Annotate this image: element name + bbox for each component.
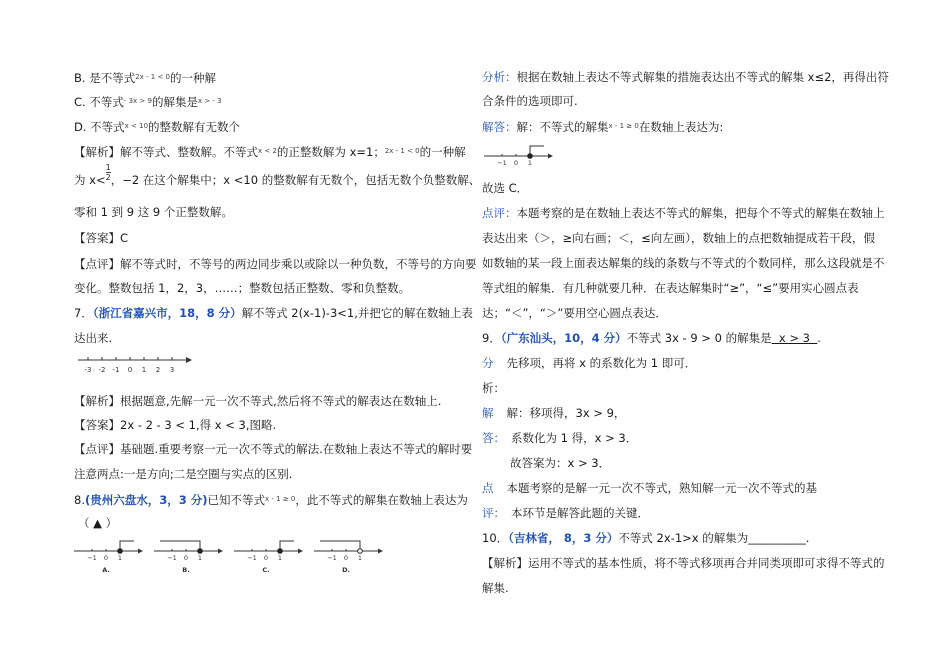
open-dot bbox=[358, 549, 363, 554]
axis-tick-label: −1 bbox=[87, 554, 97, 562]
fraction-one-half: $\frac{1}{2}$ bbox=[105, 163, 111, 182]
closed-dot bbox=[528, 154, 533, 159]
q9-dianping: 点 本题考察的是解一元一次不等式，熟知解一元一次不等式的基 bbox=[482, 481, 817, 495]
q9-fenxi-tag2: 析： bbox=[482, 381, 505, 395]
option-label: B. bbox=[182, 566, 190, 574]
q7-analysis: 【解析】根据题意,先解一元一次不等式,然后将不等式的解表达在数轴上. bbox=[74, 394, 442, 408]
q6-answer: 【答案】C bbox=[74, 231, 129, 245]
axis-arrow bbox=[218, 549, 223, 554]
q6-comment-line2: 变化。整数包括 1，2，3，……；整数包括正整数、零和负整数。 bbox=[74, 281, 411, 295]
q6-analysis-line1: 【解析】解不等式、整数解。不等式$^{x < 2}$的正整数解为 x=1；$^{2x - 1 < 0}$的一种解 bbox=[74, 145, 466, 159]
solution-bracket bbox=[160, 541, 200, 551]
q9-dianping-line2: 评： 本环节是解答此题的关键． bbox=[482, 506, 649, 520]
q9-fenxi: 分 先移项，再将 x 的系数化为 1 即可． bbox=[482, 356, 697, 370]
axis-arrow bbox=[138, 549, 143, 554]
q8-comment-line2: 表达出来（＞，≥向右画；＜，≤向左画），数轴上的点把数轴提成若干段，假 bbox=[482, 231, 876, 245]
option-c: C. 不等式$^{- 3x > 9}$的解集是$^{x > - 3}$ bbox=[74, 95, 222, 109]
option-d: D. 不等式$^{x < 10}$的整数解有无数个 bbox=[74, 120, 241, 134]
q7-number-line bbox=[78, 354, 193, 376]
closed-dot bbox=[278, 549, 283, 554]
q9-question: 9．（广东汕头，10，4 分）不等式 3x - 9 > 0 的解集是 x > 3 . bbox=[482, 331, 821, 345]
option-label: A. bbox=[102, 566, 110, 574]
axis-tick-label: 0 bbox=[103, 554, 109, 562]
axis-tick-label: 0 bbox=[513, 159, 519, 167]
axis-tick-label: 0 bbox=[343, 554, 349, 562]
q8-jieda: 解答：解：不等式的解集$^{x - 1 \ge 0}$在数轴上表达为: bbox=[482, 120, 724, 134]
q8-comment-line4: 等式组的解集．有几种就要几种．在表达解集时“≥”，“≤”要用实心圆点表 bbox=[482, 281, 859, 295]
q10-analysis-line1: 【解析】运用不等式的基本性质，将不等式移项再合并同类项即可求得不等式的 bbox=[482, 556, 885, 570]
q8-fenxi: 分析：根据在数轴上表达不等式解集的措施表达出不等式的解集 x≤2，再得出符 bbox=[482, 70, 889, 84]
closed-dot bbox=[198, 549, 203, 554]
axis-tick-label: 1 bbox=[277, 554, 283, 562]
q7-tick-label: 1 bbox=[141, 366, 147, 374]
q6-comment-line1: 【点评】解不等式时，不等号的两边同步乘以或除以一种负数，不等号的方向要 bbox=[74, 257, 477, 271]
q7-answer: 【答案】2x - 2 - 3 < 1,得 x < 3,图略. bbox=[74, 418, 277, 432]
q9-jieda-line3: 故答案为：x > 3． bbox=[510, 456, 611, 470]
q9-jieda: 解 解：移项得，3x > 9， bbox=[482, 406, 626, 420]
q7-tick-label: -3 bbox=[84, 366, 92, 374]
axis-arrow bbox=[298, 549, 303, 554]
q8-solution-number-line bbox=[484, 143, 559, 169]
axis-tick-label: 1 bbox=[357, 554, 363, 562]
q8-answer-paren: （ ▲ ） bbox=[78, 516, 118, 530]
q7-tick-label: -1 bbox=[112, 366, 120, 374]
axis-tick-label: 1 bbox=[117, 554, 123, 562]
q8-comment-line3: 如数轴的某一段上面表达解集的线的条数与不等式的个数同样，那么这段就是不 bbox=[482, 256, 885, 270]
axis-arrow bbox=[548, 154, 553, 159]
q7-tick-label: 3 bbox=[169, 366, 175, 374]
q9-jieda-line2: 答： 系数化为 1 得，x > 3． bbox=[482, 431, 638, 445]
q7-question: 7．（浙江省嘉兴市，18，8 分）解不等式 2(x-1)-3<1,并把它的解在数轴上表 bbox=[74, 306, 473, 320]
axis-tick-label: −1 bbox=[327, 554, 337, 562]
axis-tick-label: −1 bbox=[247, 554, 257, 562]
q7-comment-line1: 【点评】基础题.重要考察一元一次不等式的解法.在数轴上表达不等式的解时要 bbox=[74, 442, 473, 456]
option-b: B. 是不等式$^{2x - 1 < 0}$的一种解 bbox=[74, 71, 216, 85]
axis-arrow bbox=[378, 549, 383, 554]
q7-question-line2: 达出来. bbox=[74, 331, 113, 345]
q10-question: 10．（吉林省， 8，3 分）不等式 2x-1>x 的解集为__________. bbox=[482, 531, 810, 545]
option-label: D. bbox=[342, 566, 350, 574]
q10-analysis-line2: 解集. bbox=[482, 581, 509, 595]
axis-tick-label: −1 bbox=[497, 159, 507, 167]
q8-options-figure bbox=[74, 538, 389, 574]
axis-tick-label: 0 bbox=[183, 554, 189, 562]
axis-tick-label: 1 bbox=[527, 159, 533, 167]
q6-analysis-line2: 为 x< $\frac{1}{2}$ ，−2 在这个解集中；x <10 的整数解有无数个，包括无数个负整数解、 bbox=[74, 163, 481, 187]
axis-tick-label: 0 bbox=[263, 554, 269, 562]
q8-choose-c: 故选 C． bbox=[482, 181, 529, 195]
q8-comment-line1: 点评：本题考察的是在数轴上表达不等式的解集，把每个不等式的解集在数轴上 bbox=[482, 206, 885, 220]
axis-tick-label: 1 bbox=[197, 554, 203, 562]
q7-tick-label: 2 bbox=[155, 366, 161, 374]
axis-tick-label: −1 bbox=[167, 554, 177, 562]
q7-comment-line2: 注意两点:一是方向;二是空圈与实点的区别. bbox=[74, 467, 293, 481]
q6-analysis-line3: 零和 1 到 9 这 9 个正整数解。 bbox=[74, 205, 233, 219]
option-label: C. bbox=[262, 566, 270, 574]
solution-bracket bbox=[320, 541, 360, 551]
q8-question: 8.(贵州六盘水，3，3 分)已知不等式$^{x - 1 \ge 0}$，此不等式的解集在数轴上表达为 bbox=[74, 493, 468, 507]
q8-fenxi-line2: 合条件的选项即可. bbox=[482, 94, 578, 108]
closed-dot bbox=[118, 549, 123, 554]
q7-tick-label: -2 bbox=[98, 366, 106, 374]
q7-tick-label: 0 bbox=[127, 366, 133, 374]
q8-comment-line5: 达；“＜”，“＞”要用空心圆点表达． bbox=[482, 306, 667, 320]
